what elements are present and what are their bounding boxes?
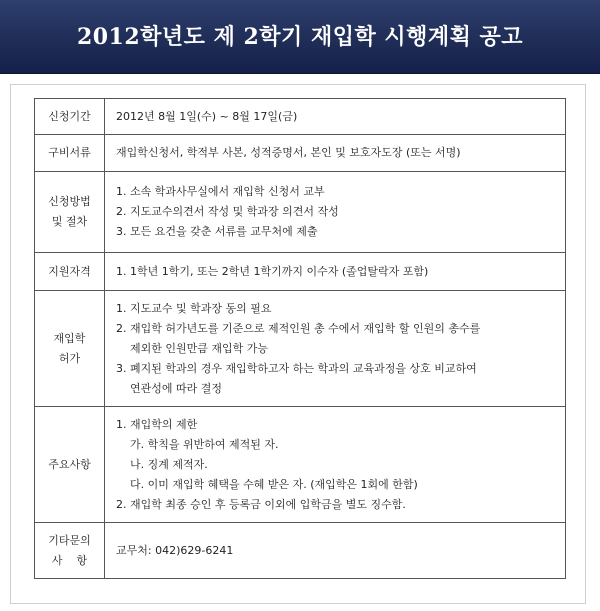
row-content — [105, 135, 566, 172]
content-line: 2012년 8월 1일(수) ~ 8월 17일(금) — [116, 109, 298, 123]
contact-info: 교무처: 042)629-6241 — [116, 543, 234, 557]
row-label: 신청방법 및 절차 — [35, 172, 105, 253]
content-line: 3. 폐지된 학과의 경우 재입학하고자 하는 학과의 교육과정을 상호 비교하여 — [116, 361, 477, 375]
row-label: 주요사항 — [35, 407, 105, 523]
table-row-key-points — [35, 407, 566, 523]
content-line: 연관성에 따라 결정 — [130, 381, 223, 395]
row-label: 지원자격 — [35, 253, 105, 291]
page-title: 2012학년도 제 2학기 재입학 시행계획 공고 — [76, 24, 524, 50]
table-row-inquiries — [35, 523, 566, 579]
content-line: 3. 모든 요건을 갖춘 서류를 교무처에 제출 — [116, 225, 318, 238]
table-row-application-procedure — [35, 172, 566, 253]
row-content — [105, 291, 566, 407]
content-line: 2. 재입학 최종 승인 후 등록금 이외에 입학금을 별도 징수함. — [116, 497, 406, 511]
content-line: 다. 이미 재입학 혜택을 수혜 받은 자. (재입학은 1회에 한함) — [130, 477, 418, 491]
notice-table — [34, 98, 566, 579]
content-line: 1. 소속 학과사무실에서 재입학 신청서 교부 — [116, 185, 325, 198]
table-row-required-documents — [35, 135, 566, 172]
content-line: 제외한 인원만큼 재입학 가능 — [130, 341, 269, 355]
table-row-readmission-approval — [35, 291, 566, 407]
row-label: 구비서류 — [35, 135, 105, 172]
content-line: 2. 재입학 허가년도를 기준으로 제적인원 총 수에서 재입학 할 인원의 총수를 — [116, 321, 481, 335]
row-label: 기타문의 사 항 — [35, 523, 105, 579]
row-label: 신청기간 — [35, 99, 105, 135]
content-line: 재입학신청서, 학적부 사본, 성적증명서, 본인 및 보호자도장 (또는 서명) — [116, 146, 461, 159]
row-content — [105, 99, 566, 135]
row-content — [105, 407, 566, 523]
content-line: 가. 학칙을 위반하여 제적된 자. — [130, 437, 279, 451]
row-content — [105, 253, 566, 291]
content-line: 1. 재입학의 제한 — [116, 417, 198, 431]
row-content — [105, 523, 566, 579]
content-line: 2. 지도교수의견서 작성 및 학과장 의견서 작성 — [116, 205, 339, 218]
table-row-eligibility — [35, 253, 566, 291]
table-row-application-period — [35, 99, 566, 135]
content-line: 1. 지도교수 및 학과장 동의 필요 — [116, 301, 272, 315]
row-content — [105, 172, 566, 253]
content-line: 1. 1학년 1학기, 또는 2학년 1학기까지 이수자 (졸업탈락자 포함) — [116, 264, 429, 278]
content-line: 나. 징계 제적자. — [130, 457, 208, 471]
row-label: 재입학 허가 — [35, 291, 105, 407]
